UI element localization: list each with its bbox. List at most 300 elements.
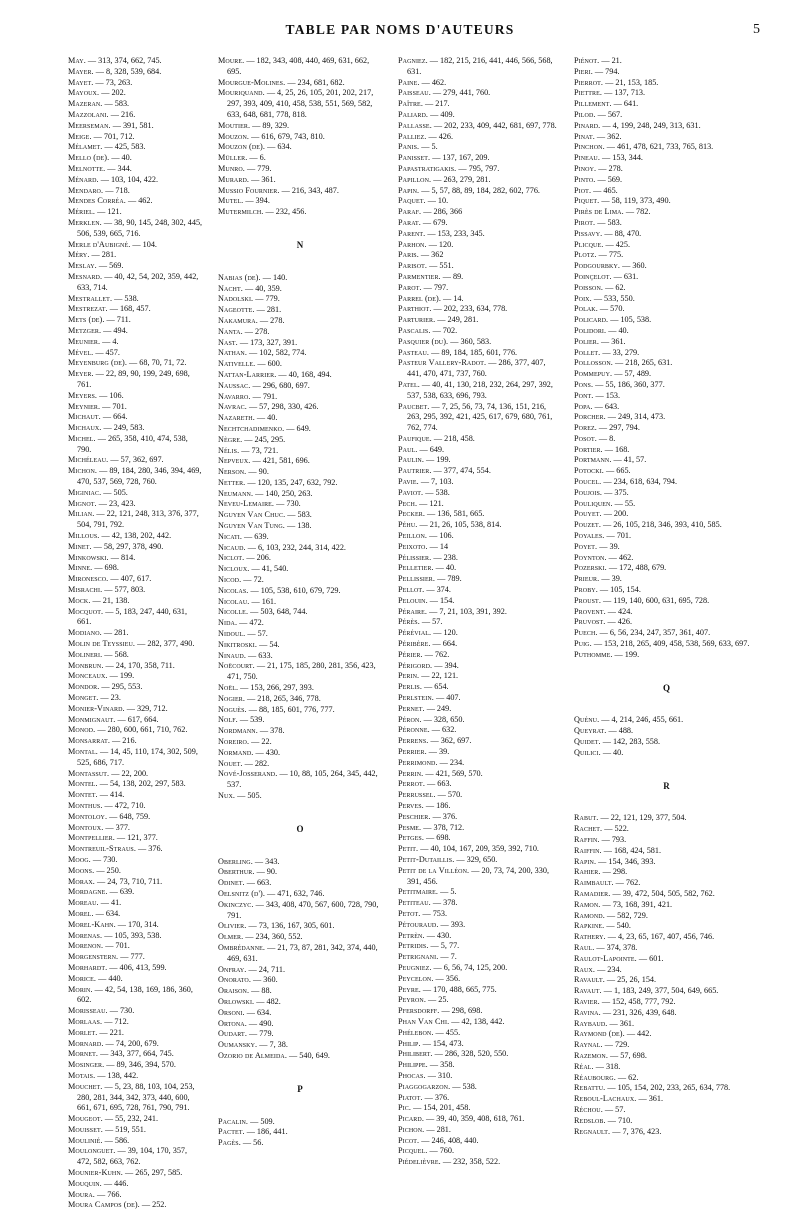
- page-references: — 281.: [103, 628, 129, 638]
- author-name: Moog.: [68, 854, 91, 864]
- author-name: Nattan-Larrier.: [218, 369, 277, 379]
- author-name: Naussac.: [218, 380, 251, 390]
- index-entry: [68, 974, 203, 985]
- author-name: Petrèn.: [398, 930, 425, 940]
- page-references: — 23, 423.: [98, 498, 136, 508]
- author-name: Proby.: [574, 585, 598, 595]
- author-name: Pruvost.: [574, 617, 606, 627]
- page-references: — 5, 183, 247, 440, 631, 661.: [77, 606, 188, 627]
- page-references: — 25, 26, 154.: [606, 975, 657, 985]
- index-entry: [218, 370, 382, 381]
- author-name: Poinçelot.: [574, 271, 612, 281]
- page-references: — 282.: [244, 758, 270, 768]
- page-references: — 246, 408, 440.: [421, 1135, 479, 1145]
- page-references: — 265, 297, 585.: [124, 1168, 183, 1178]
- page-references: — 586.: [104, 1135, 130, 1145]
- page-references: — 55, 186, 360, 377.: [595, 379, 665, 389]
- author-name: Paquet.: [398, 196, 426, 206]
- author-name: Nélis.: [218, 445, 240, 455]
- page-references: — 40.: [256, 413, 278, 423]
- author-name: Miginiac.: [68, 487, 102, 497]
- page-references: — 665.: [606, 466, 631, 476]
- page-references: — 73, 263.: [95, 77, 133, 87]
- index-entry: [574, 975, 759, 986]
- page-references: — 249, 583.: [103, 423, 145, 433]
- page-references: — 6.: [249, 153, 266, 163]
- author-name: Policard.: [574, 315, 609, 325]
- author-name: Piettre.: [574, 88, 603, 98]
- author-name: Raimbault.: [574, 878, 614, 888]
- page-references: — 121.: [97, 207, 122, 217]
- page-references: — 634.: [246, 1007, 272, 1017]
- author-name: Paître.: [398, 99, 423, 109]
- page-references: — 5, 77.: [430, 941, 460, 951]
- author-name: Nechtchadimenko.: [218, 423, 285, 433]
- author-name: Nguyen Van Tung.: [218, 521, 285, 531]
- author-name: Rabut.: [574, 813, 599, 823]
- page-references: — 378, 712.: [423, 822, 465, 832]
- page-references: — 23.: [100, 693, 121, 703]
- index-entry: [68, 931, 203, 942]
- author-name: Nathan.: [218, 348, 247, 358]
- author-name: Montel.: [68, 779, 98, 789]
- author-name: Rapin.: [574, 856, 597, 866]
- author-name: Paucbet.: [398, 401, 430, 411]
- page-references: — 105, 154, 202, 233, 265, 634, 778.: [607, 1083, 731, 1093]
- page-references: — 430.: [426, 930, 452, 940]
- author-name: Morisseau.: [68, 1006, 108, 1016]
- index-entry: [574, 1105, 759, 1116]
- index-entry: [218, 759, 382, 770]
- page-references: — 538.: [114, 293, 139, 303]
- author-name: Poynton.: [574, 552, 607, 562]
- page-references: — 362.: [596, 131, 622, 141]
- author-name: Mironesco.: [68, 574, 109, 584]
- author-name: Pélissier.: [398, 552, 432, 562]
- author-name: Réal.: [574, 1061, 594, 1071]
- author-name: Piaggogarzon.: [398, 1081, 451, 1091]
- author-name: Parent.: [398, 228, 426, 238]
- author-name: Noreiro.: [218, 737, 250, 747]
- author-name: Monceaux.: [68, 671, 108, 681]
- index-entry: [68, 142, 203, 153]
- index-entry: [398, 574, 558, 585]
- author-name: Misrachi.: [68, 585, 103, 595]
- page-references: — 58, 119, 373, 490.: [601, 196, 671, 206]
- page-references: — 119, 140, 600, 631, 695, 728.: [603, 595, 710, 605]
- author-name: Mourgue-Molines.: [218, 77, 286, 87]
- author-name: Mouzon.: [218, 131, 250, 141]
- index-entry: [398, 455, 558, 466]
- author-name: Monier-Vinard.: [68, 703, 125, 713]
- page-references: — 216.: [112, 736, 137, 746]
- index-entry: [398, 207, 558, 218]
- author-name: Morice.: [68, 973, 97, 983]
- author-name: Rapkine.: [574, 921, 605, 931]
- index-entry: [574, 986, 759, 997]
- page-references: — 39.: [599, 541, 620, 551]
- index-column-4: [574, 56, 759, 1137]
- page-references: — 343, 408, 470, 567, 600, 728, 790, 791.: [227, 899, 379, 920]
- page-references: — 173, 327, 391.: [239, 337, 298, 347]
- index-entry: [218, 997, 382, 1008]
- index-entry: [574, 650, 759, 661]
- index-entry: [68, 715, 203, 726]
- author-name: Ninaud.: [218, 650, 246, 660]
- index-entry: [398, 78, 558, 89]
- index-entry: [218, 348, 382, 359]
- index-entry: [574, 326, 759, 337]
- index-entry: [218, 661, 382, 683]
- author-name: Paviot.: [398, 487, 424, 497]
- page-references: — 701.: [102, 401, 127, 411]
- author-name: Poisson.: [574, 282, 604, 292]
- index-entry: [398, 747, 558, 758]
- index-entry: [68, 499, 203, 510]
- page-references: — 568.: [104, 649, 129, 659]
- index-entry: [398, 682, 558, 693]
- author-name: Mounier-Kuhn.: [68, 1168, 123, 1178]
- author-name: Parot.: [398, 282, 422, 292]
- index-entry: [574, 1040, 759, 1051]
- index-entry: [68, 1179, 203, 1190]
- page-references: — 168, 424, 581.: [603, 845, 662, 855]
- page-references: — 538.: [452, 1081, 477, 1091]
- author-name: Mondor.: [68, 682, 100, 692]
- index-entry: [574, 737, 759, 748]
- author-name: Perlstein.: [398, 693, 434, 703]
- page-references: — 140, 250, 263.: [255, 488, 313, 498]
- index-entry: [398, 585, 558, 596]
- author-name: Porcher.: [574, 412, 606, 422]
- page-references: — 20, 73, 74, 200, 330, 391, 456.: [407, 865, 549, 886]
- index-entry: [574, 726, 759, 737]
- index-entry: [398, 844, 558, 855]
- author-name: Rathery.: [574, 932, 606, 942]
- page-references: — 105, 154.: [599, 585, 641, 595]
- author-name: Morlaas.: [68, 1016, 103, 1026]
- page-references: — 121.: [419, 498, 444, 508]
- page-references: — 540, 649.: [289, 1050, 330, 1060]
- page-references: — 21, 153, 185.: [605, 77, 659, 87]
- author-name: Nadolski.: [218, 294, 254, 304]
- page-references: — 698.: [426, 833, 451, 843]
- author-name: Pouyet.: [574, 509, 602, 519]
- author-name: Pellot.: [398, 585, 425, 595]
- author-name: Mussio Fournier.: [218, 185, 280, 195]
- page-references: — 6, 103, 232, 244, 314, 422.: [247, 542, 346, 552]
- page-references: — 8.: [598, 433, 616, 443]
- author-name: Meerseman.: [68, 120, 111, 130]
- author-name: Prieur.: [574, 574, 600, 584]
- author-name: Pasteau.: [398, 347, 430, 357]
- index-entry: [398, 1039, 558, 1050]
- index-entry: [218, 305, 382, 316]
- page-references: — 4, 214, 246, 455, 661.: [601, 715, 684, 725]
- page-references: — 569.: [597, 174, 623, 184]
- author-name: Mougeot.: [68, 1114, 103, 1124]
- index-entry: [574, 639, 759, 650]
- author-name: Monod.: [68, 725, 96, 735]
- index-entry: [398, 1146, 558, 1157]
- author-name: Mayer.: [68, 66, 94, 76]
- index-entry: [574, 186, 759, 197]
- author-name: Petot.: [398, 908, 421, 918]
- author-name: Pollet.: [574, 347, 601, 357]
- author-name: Pic.: [398, 1103, 412, 1113]
- index-entry: [68, 78, 203, 89]
- page-references: — 712.: [104, 1016, 129, 1026]
- author-name: Parisot.: [398, 261, 428, 271]
- index-entry: [574, 1062, 759, 1073]
- index-entry: [398, 920, 558, 931]
- index-entry: [68, 294, 203, 305]
- author-name: Raffin.: [574, 835, 600, 844]
- page-references: — 577, 803.: [104, 585, 146, 595]
- page-references: — 711.: [106, 315, 131, 325]
- index-entry: [398, 1060, 558, 1071]
- index-entry: [574, 348, 759, 359]
- page-references: — 10, 88, 105, 264, 345, 442, 537.: [227, 769, 378, 790]
- index-entry: [398, 941, 558, 952]
- author-name: Phan Van Chi.: [398, 1016, 450, 1026]
- page-references: — 425.: [605, 239, 631, 249]
- index-entry: [398, 952, 558, 963]
- index-entry: [218, 478, 382, 489]
- page-references: — 33, 279.: [602, 347, 640, 357]
- author-name: Pech.: [398, 498, 418, 508]
- page-references: — 583.: [597, 217, 622, 227]
- page-references: — 279, 441, 760.: [432, 88, 491, 98]
- index-entry: [398, 531, 558, 542]
- index-entry: [68, 250, 203, 261]
- index-entry: [218, 164, 382, 175]
- page-references: — 600.: [257, 359, 282, 369]
- author-name: Mello (de).: [68, 153, 110, 163]
- page-references: — 522.: [604, 824, 629, 834]
- page-references: — 89, 184, 280, 346, 394, 469, 470, 537, 569, 728, 760.: [77, 466, 202, 487]
- page-references: — 286, 377, 407, 441, 470, 471, 737, 760.: [407, 358, 546, 379]
- index-entry: [68, 132, 203, 143]
- author-name: Ombrédanne.: [218, 942, 266, 952]
- author-name: Normand.: [218, 747, 254, 757]
- author-name: Nicod.: [218, 575, 242, 585]
- index-entry: [218, 640, 382, 651]
- page-references: — 199.: [614, 649, 640, 659]
- index-entry: [398, 1125, 558, 1136]
- index-entry: [68, 207, 203, 218]
- author-name: Oberthur.: [218, 867, 255, 877]
- page-references: — 153, 266, 297, 393.: [240, 683, 314, 693]
- index-entry: [218, 986, 382, 997]
- page-references: — 362: [420, 250, 444, 260]
- index-entry: [68, 88, 203, 99]
- index-entry: [68, 877, 203, 888]
- page-references: — 74, 200, 679.: [105, 1038, 159, 1048]
- author-name: Mouquin.: [68, 1178, 102, 1188]
- index-entry: [218, 78, 382, 89]
- author-name: Péribère.: [398, 639, 431, 649]
- index-entry: [398, 650, 558, 661]
- page-references: — 472.: [239, 618, 264, 628]
- page-references: — 56.: [242, 1138, 264, 1148]
- author-name: Moulonguet.: [68, 1146, 116, 1156]
- author-name: Petridis.: [398, 941, 429, 951]
- page-references: — 38, 90, 145, 248, 302, 445, 506, 539, 665, 716.: [77, 217, 203, 238]
- index-entry: [574, 531, 759, 542]
- page-references: — 202, 233, 634, 778.: [433, 304, 508, 314]
- author-name: Merklen.: [68, 217, 102, 227]
- page-references: — 249.: [426, 703, 452, 713]
- page-references: — 482.: [256, 996, 281, 1006]
- index-entry: [68, 1006, 203, 1017]
- author-name: Petiteau.: [398, 898, 431, 908]
- author-name: Ravaut.: [574, 986, 602, 996]
- author-name: Motais.: [68, 1070, 96, 1080]
- author-name: Moutier.: [218, 120, 251, 130]
- author-name: Réchou.: [574, 1104, 603, 1114]
- index-entry: [218, 553, 382, 564]
- index-entry: [398, 1006, 558, 1017]
- page-references: — 104.: [132, 239, 157, 249]
- index-entry: [68, 1028, 203, 1039]
- index-entry: [218, 499, 382, 510]
- index-column-2: [218, 56, 382, 1149]
- index-entry: [398, 607, 558, 618]
- page-references: — 654.: [424, 682, 449, 692]
- page-references: — 232, 456.: [265, 207, 307, 217]
- page-references: — 68, 70, 71, 72.: [129, 358, 187, 368]
- page-references: — 136, 581, 665.: [427, 509, 485, 519]
- page-references: — 643.: [594, 401, 620, 411]
- author-name: Morgenstern.: [68, 952, 119, 962]
- index-entry: [68, 725, 203, 736]
- author-name: Mocquot.: [68, 606, 104, 616]
- index-entry: [574, 1029, 759, 1040]
- page-references: — 378.: [259, 726, 285, 736]
- author-name: May.: [68, 56, 86, 65]
- page-references: — 120.: [428, 239, 454, 249]
- page-references: — 5.: [440, 887, 457, 897]
- page-references: — 360, 583.: [450, 336, 492, 346]
- index-entry: [574, 857, 759, 868]
- author-name: Morin.: [68, 984, 93, 994]
- author-name: Montoloy.: [68, 811, 108, 821]
- page-references: — 39, 40, 359, 408, 618, 761.: [426, 1114, 525, 1124]
- author-name: Nicaud.: [218, 542, 246, 552]
- page-references: — 182, 343, 408, 440, 469, 631, 662, 695.: [227, 56, 370, 76]
- index-entry: [218, 564, 382, 575]
- author-name: Morhardt.: [68, 962, 108, 972]
- page-references: — 762.: [424, 649, 450, 659]
- page-references: — 7, 376, 423.: [612, 1126, 662, 1136]
- page-references: — 374, 378.: [596, 942, 638, 952]
- author-name: Moura Campos (de).: [68, 1200, 140, 1210]
- index-entry: [68, 801, 203, 812]
- author-name: Pieri.: [574, 66, 593, 76]
- index-entry: [68, 887, 203, 898]
- author-name: Patel.: [398, 379, 420, 389]
- page-references: — 779.: [246, 163, 272, 173]
- index-entry: [218, 186, 382, 197]
- author-name: Pétouraud.: [398, 919, 439, 929]
- author-name: Mendes Corréa.: [68, 196, 126, 206]
- page-references: — 10.: [427, 196, 449, 206]
- index-entry: [574, 455, 759, 466]
- index-entry: [398, 661, 558, 672]
- author-name: Mutel.: [218, 196, 244, 206]
- page-references: — 701, 712.: [93, 131, 135, 141]
- index-entry: [68, 779, 203, 790]
- author-name: Mouriquand.: [218, 88, 265, 98]
- index-entry: [574, 240, 759, 251]
- page-references: — 172, 488, 679.: [608, 563, 667, 573]
- page-references: — 414.: [99, 790, 125, 800]
- index-entry: [574, 78, 759, 89]
- page-references: — 632.: [431, 725, 457, 735]
- author-name: Parmentier.: [398, 271, 441, 281]
- index-entry: [574, 1094, 759, 1105]
- author-name: Papillon.: [398, 174, 432, 184]
- author-name: Piédelièvre.: [398, 1157, 441, 1167]
- page-references: — 664.: [102, 412, 128, 422]
- author-name: Ravault.: [574, 975, 605, 985]
- author-name: Nidoul.: [218, 629, 246, 639]
- index-entry: [574, 1116, 759, 1127]
- index-column-1: [68, 56, 203, 1211]
- page-references: — 39, 104, 170, 357, 472, 582, 663, 762.: [77, 1146, 188, 1167]
- index-entry: [574, 380, 759, 391]
- author-name: Pissavy.: [574, 228, 603, 238]
- author-name: Philippe.: [398, 1060, 428, 1070]
- author-name: Oraison.: [218, 986, 250, 996]
- index-entry: [218, 1051, 382, 1062]
- page-references: — 698.: [94, 563, 119, 573]
- page-references: — 360.: [253, 975, 278, 985]
- index-entry: [68, 67, 203, 78]
- author-name: Nativelle.: [218, 359, 256, 369]
- index-entry: [574, 304, 759, 315]
- index-entry: [574, 196, 759, 207]
- index-entry: [398, 142, 558, 153]
- author-name: Monbrun.: [68, 660, 104, 670]
- page-references: — 649.: [286, 423, 311, 433]
- index-entry: [574, 965, 759, 976]
- page-references: — 631.: [613, 271, 639, 281]
- index-entry: [68, 909, 203, 920]
- index-entry: [574, 88, 759, 99]
- page-references: — 393.: [440, 919, 466, 929]
- author-name: Moreau.: [68, 898, 99, 908]
- index-entry: [218, 153, 382, 164]
- author-name: Perrin.: [398, 768, 424, 778]
- page-references: — 361.: [601, 336, 626, 346]
- index-entry: [574, 294, 759, 305]
- page-references: — 234, 360, 552.: [245, 932, 303, 942]
- index-entry: [218, 543, 382, 554]
- page-references: — 310.: [427, 1070, 453, 1080]
- index-entry: [398, 1028, 558, 1039]
- page-references: — 57.: [421, 617, 443, 627]
- index-entry: [218, 316, 382, 327]
- page-references: — 490.: [248, 1018, 274, 1028]
- page-references: — 57.: [247, 629, 268, 639]
- index-entry: [68, 466, 203, 488]
- page-references: — 519, 551.: [104, 1124, 146, 1134]
- index-entry: [218, 975, 382, 986]
- author-name: Mayet.: [68, 77, 94, 87]
- index-entry: [68, 186, 203, 197]
